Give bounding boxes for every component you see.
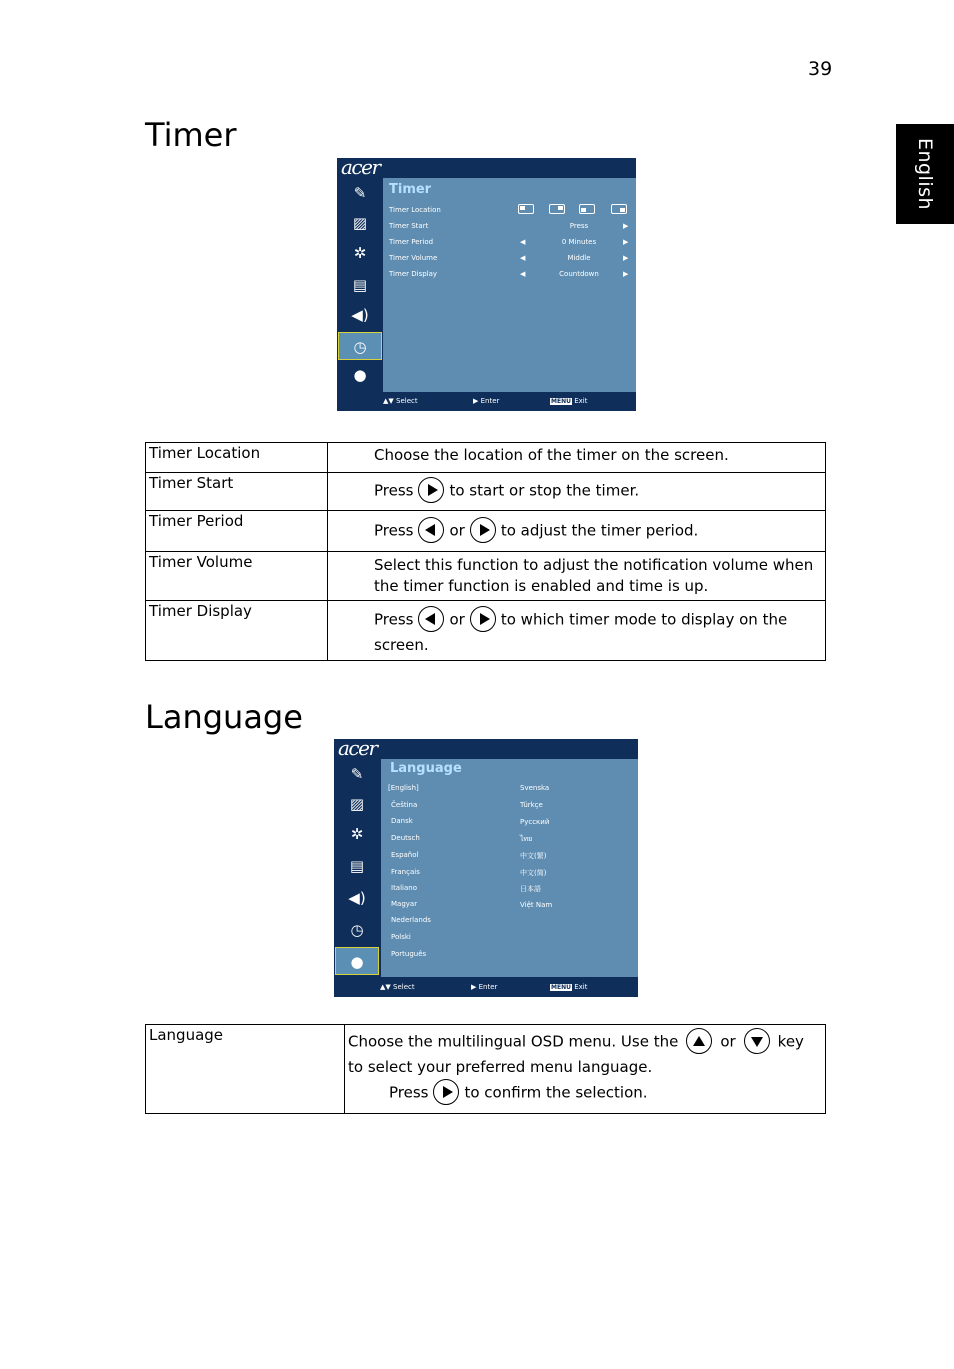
osd-row-value: Press [569, 222, 589, 230]
osd-panel [381, 759, 638, 977]
timer-icon: ◷ [350, 921, 364, 939]
footer-exit: MENU Exit [551, 397, 588, 405]
language-option: Čeština [391, 801, 418, 809]
left-button-icon [418, 517, 444, 543]
osd-row-value: Countdown [559, 270, 599, 278]
image-icon: ▨ [349, 795, 365, 813]
osd-row-label: Timer Start [389, 222, 429, 230]
language-option: 中文(繁) [520, 852, 547, 860]
row-description: Select this function to adjust the notification volume when the timer function is enabled and time is up. [328, 552, 826, 601]
language-option: [English] [388, 784, 419, 792]
language-option: Việt Nam [520, 901, 553, 909]
language-option: Dansk [391, 817, 413, 825]
description-line: Choose the multilingual OSD menu. Use the or key [348, 1029, 817, 1055]
timer-description-table [145, 442, 826, 661]
osd-header [334, 739, 638, 759]
left-arrow-icon: ◀ [520, 238, 526, 246]
osd-row-timer-display [389, 268, 630, 282]
row-name: Timer Start [146, 473, 328, 511]
left-arrow-icon: ◀ [520, 254, 526, 262]
management-icon: ▤ [352, 276, 368, 294]
settings-icon: ✲ [353, 244, 367, 262]
row-name: Timer Period [146, 511, 328, 552]
language-icon: ● [335, 947, 379, 975]
down-button-icon [744, 1028, 770, 1054]
table-row [146, 473, 826, 511]
language-option: Türkçe [520, 801, 543, 809]
table-row [146, 552, 826, 601]
language-icon: ● [353, 366, 367, 384]
description-line: to select your preferred menu language. [348, 1058, 653, 1076]
osd-row-timer-start [389, 220, 630, 234]
right-button-icon [470, 606, 496, 632]
right-arrow-icon: ▶ [623, 238, 629, 246]
osd-row-timer-period [389, 236, 630, 250]
osd-header [337, 158, 636, 178]
up-button-icon [686, 1028, 712, 1054]
osd-row-label: Timer Location [389, 206, 441, 214]
table-row [146, 1025, 826, 1114]
osd-row-value: 0 Minutes [561, 238, 597, 246]
language-option: Português [391, 950, 427, 958]
timer-section-title: Timer [145, 116, 237, 154]
right-arrow-icon: ▶ [623, 270, 629, 278]
language-option: Polski [391, 933, 411, 941]
row-description: Press to start or stop the timer. [328, 473, 826, 511]
acer-logo: acer [338, 739, 377, 760]
row-description [345, 1025, 826, 1114]
row-description: Press or to adjust the timer period. [328, 511, 826, 552]
table-row [146, 443, 826, 473]
right-button-icon [470, 517, 496, 543]
right-button-icon [433, 1079, 459, 1105]
language-option: 日本語 [520, 885, 541, 893]
osd-panel [383, 178, 636, 392]
settings-icon: ✲ [350, 825, 364, 843]
right-arrow-icon: ▶ [623, 254, 629, 262]
language-option: Nederlands [391, 916, 431, 924]
page-number: 39 [808, 58, 833, 80]
language-option: Deutsch [391, 834, 420, 842]
image-icon: ▨ [352, 214, 368, 232]
osd-row-value: Middle [567, 254, 591, 262]
osd-row-label: Timer Volume [389, 254, 438, 262]
row-name: Timer Display [146, 601, 328, 661]
language-option: Svenska [520, 784, 550, 792]
footer-select: ▲▼ Select [380, 983, 415, 991]
osd-footer [380, 978, 638, 997]
color-icon: ✎ [350, 765, 364, 783]
row-description: Press or to which timer mode to display on the screen. [328, 601, 826, 661]
language-option: Español [391, 851, 419, 859]
osd-menu-title: Timer [389, 182, 432, 197]
language-description-table [145, 1024, 826, 1114]
language-option: ไทย [520, 835, 533, 843]
row-description: Choose the location of the timer on the screen. [328, 443, 826, 473]
language-osd-screenshot [334, 739, 638, 997]
row-name: Timer Location [146, 443, 328, 473]
audio-icon: ◀) [348, 889, 366, 907]
left-button-icon [418, 606, 444, 632]
audio-icon: ◀) [351, 306, 369, 324]
management-icon: ▤ [349, 857, 365, 875]
footer-select: ▲▼ Select [383, 397, 418, 405]
side-tab-label: English [914, 137, 936, 211]
description-line: Press to confirm the selection. [348, 1080, 817, 1106]
osd-footer [383, 392, 636, 411]
row-name: Language [146, 1025, 345, 1114]
language-option: Magyar [391, 900, 418, 908]
top-left-location-icon [518, 204, 534, 214]
osd-row-label: Timer Period [389, 238, 434, 246]
color-icon: ✎ [353, 184, 367, 202]
language-option: Italiano [391, 884, 417, 892]
footer-enter: ▶ Enter [473, 397, 500, 405]
table-row [146, 601, 826, 661]
osd-menu-title: Language [390, 761, 462, 776]
footer-enter: ▶ Enter [471, 983, 498, 991]
language-option: Русский [520, 818, 550, 826]
language-option: 中文(简) [520, 869, 547, 877]
osd-row-timer-volume [389, 252, 630, 266]
language-section-title: Language [145, 698, 303, 736]
bottom-right-location-icon [611, 204, 627, 214]
osd-row-timer-location [389, 204, 630, 218]
footer-exit: MENU Exit [551, 983, 588, 991]
language-option: Français [391, 868, 420, 876]
osd-row-label: Timer Display [389, 270, 438, 278]
row-name: Timer Volume [146, 552, 328, 601]
left-arrow-icon: ◀ [520, 270, 526, 278]
acer-logo: acer [341, 158, 380, 179]
timer-icon: ◷ [338, 332, 382, 360]
table-row [146, 511, 826, 552]
bottom-left-location-icon [579, 204, 595, 214]
right-arrow-icon: ▶ [623, 222, 629, 230]
timer-osd-screenshot [337, 158, 636, 411]
language-side-tab [896, 124, 954, 224]
right-button-icon [418, 477, 444, 503]
top-right-location-icon [549, 204, 565, 214]
